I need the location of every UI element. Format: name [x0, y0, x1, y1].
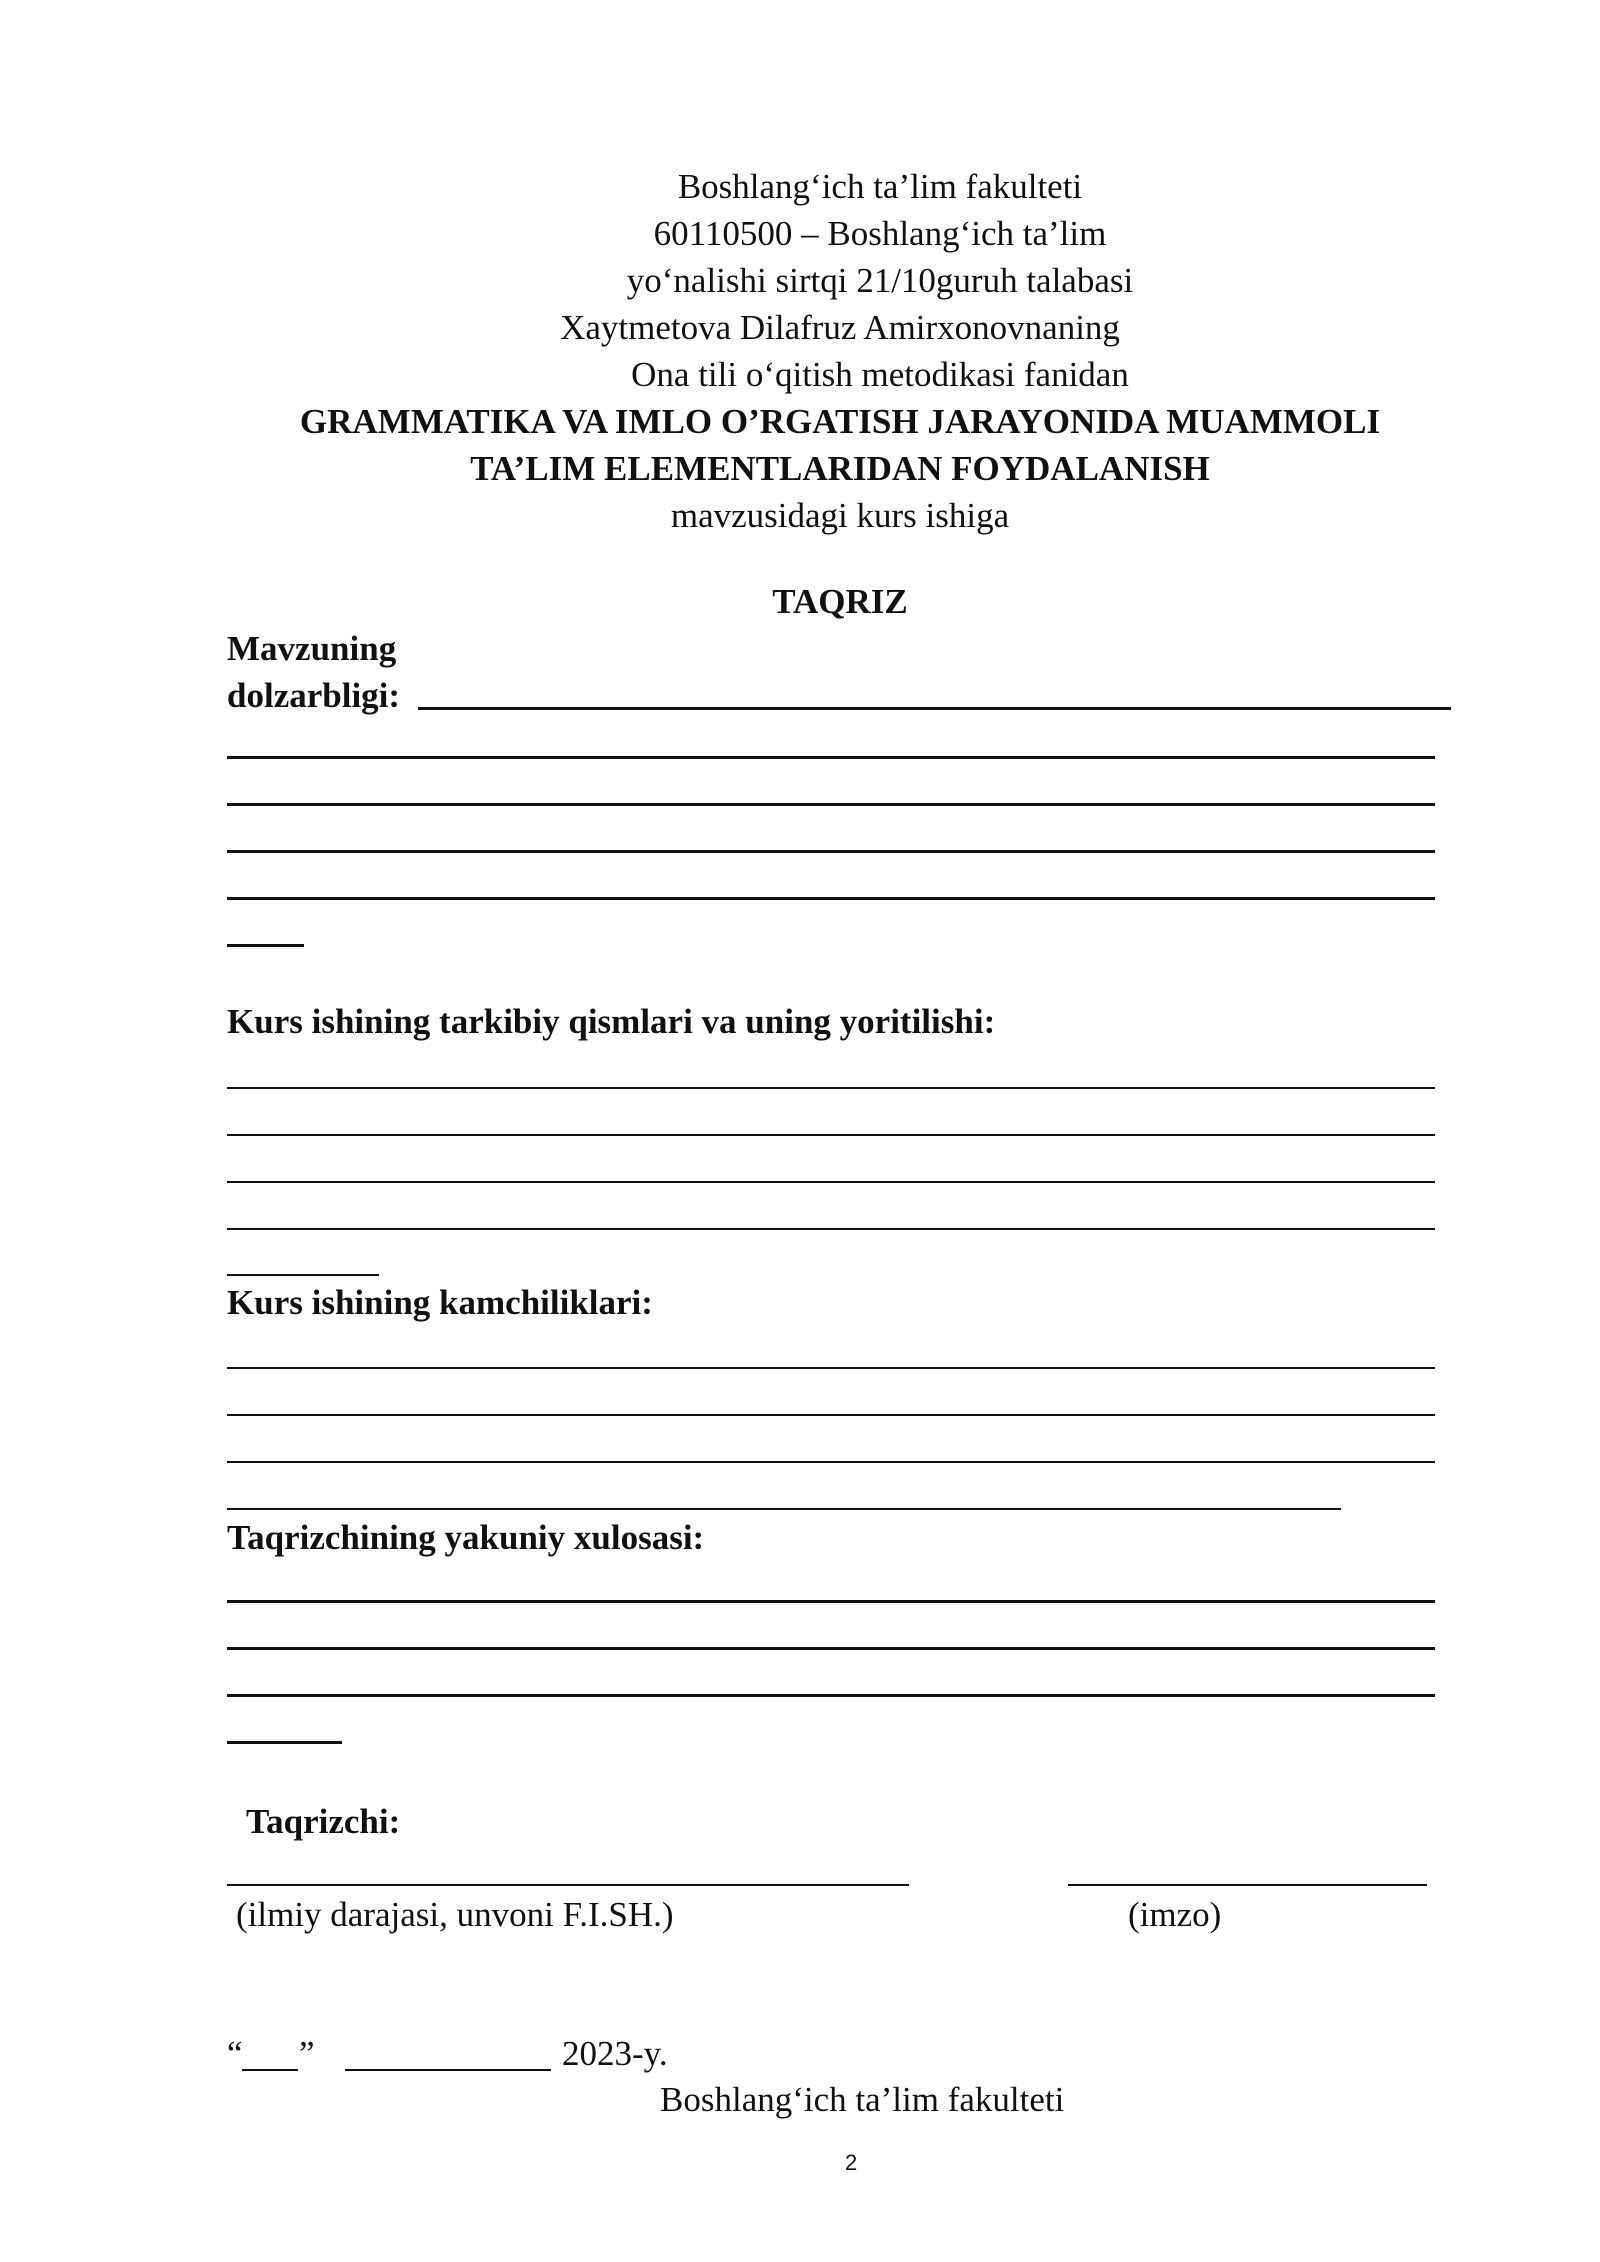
reviewer-signature-line[interactable] [1068, 1884, 1427, 1886]
structure-blank-line[interactable] [227, 1087, 1435, 1089]
shortcomings-blank-line[interactable] [227, 1367, 1435, 1369]
conclusion-label: Taqrizchining yakuniy xulosasi: [227, 1518, 705, 1557]
conclusion-blank-line[interactable] [227, 1694, 1435, 1697]
relevance-blank-line[interactable] [227, 897, 1435, 900]
reviewer-label: Taqrizchi: [246, 1802, 401, 1841]
date-open-quote: “ [227, 2034, 243, 2073]
credentials-caption: (ilmiy darajasi, unvoni F.I.SH.) [236, 1895, 674, 1934]
signature-caption: (imzo) [1128, 1895, 1222, 1934]
structure-blank-line[interactable] [227, 1228, 1435, 1230]
relevance-blank-line[interactable] [227, 944, 304, 947]
specialty-line: 60110500 – Boshlang‘ich ta’lim [653, 214, 1107, 253]
student-name-line: Xaytmetova Dilafruz Amirxonovnaning [560, 308, 1120, 347]
reviewer-credentials-line[interactable] [227, 1884, 909, 1886]
topic-title-line-1: GRAMMATIKA VA IMLO O’RGATISH JARAYONIDA MUAMMOLI [299, 402, 1381, 441]
shortcomings-label: Kurs ishining kamchiliklari: [227, 1283, 653, 1322]
relevance-label-cont: dolzarbligi: [227, 676, 401, 715]
conclusion-blank-line[interactable] [227, 1741, 342, 1744]
relevance-label: Mavzuning [227, 629, 397, 668]
structure-blank-line[interactable] [227, 1274, 379, 1276]
review-title: TAQRIZ [772, 582, 908, 621]
date-day-blank[interactable] [242, 2069, 298, 2071]
date-month-blank[interactable] [345, 2069, 551, 2071]
date-year: 2023-y. [562, 2034, 668, 2073]
conclusion-blank-line[interactable] [227, 1600, 1435, 1603]
page-number: 2 [845, 2150, 858, 2175]
shortcomings-blank-line[interactable] [227, 1414, 1435, 1416]
faculty-line: Boshlang‘ich ta’lim fakulteti [677, 167, 1083, 206]
subtitle-line: mavzusidagi kurs ishiga [670, 496, 1010, 535]
structure-blank-line[interactable] [227, 1134, 1435, 1136]
group-line: yo‘nalishi sirtqi 21/10guruh talabasi [626, 261, 1134, 300]
relevance-blank-line[interactable] [418, 707, 1451, 710]
shortcomings-blank-line[interactable] [227, 1508, 1341, 1510]
structure-blank-line[interactable] [227, 1181, 1435, 1183]
shortcomings-blank-line[interactable] [227, 1461, 1435, 1463]
conclusion-blank-line[interactable] [227, 1647, 1435, 1650]
subject-line: Ona tili o‘qitish metodikasi fanidan [631, 355, 1129, 394]
relevance-blank-line[interactable] [227, 850, 1435, 853]
date-close-quote: ” [299, 2034, 315, 2073]
relevance-blank-line[interactable] [227, 756, 1435, 759]
structure-label: Kurs ishining tarkibiy qismlari va uning yoritilishi: [227, 1002, 996, 1041]
relevance-blank-line[interactable] [227, 803, 1435, 806]
topic-title-line-2: TA’LIM ELEMENTLARIDAN FOYDALANISH [470, 449, 1210, 488]
footer-faculty: Boshlang‘ich ta’lim fakulteti [660, 2080, 1065, 2119]
